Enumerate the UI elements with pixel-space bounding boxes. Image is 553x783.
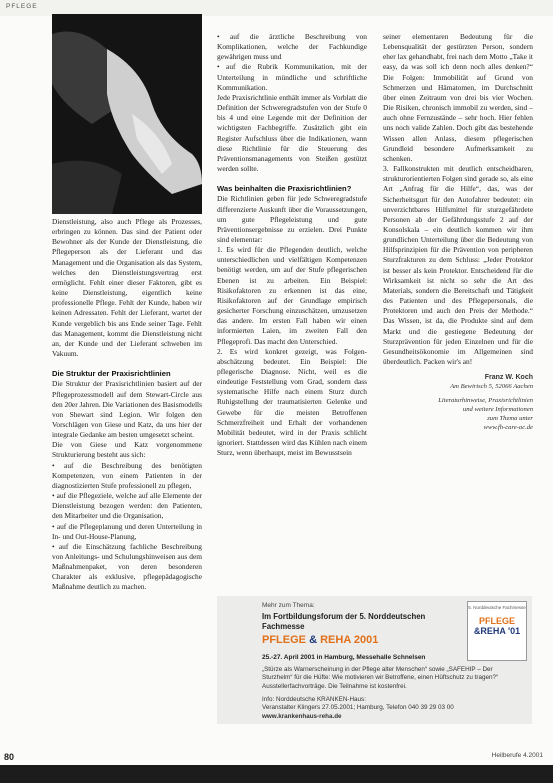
paragraph: Dienstleistung, also auch Pflege als Prozesses, erbringen zu können. Das sind der Patient oder Bewohner als der Kunde der Dienstleistung, die Pflegeperson als der Lieferant und das Management und die Organisation als das System, welches den Dienstleistungsvertrag erst ermöglicht. Fehlt einer dieser Faktoren, gibt es keine Dienstleistung, eigentlich keine professionelle Pflege. Fehlt der Kunde, haben wir keinen Adressaten. Fehlt der Lieferant, wartet der Kunde vergeblich bis ans Ende seiner Tage. Fehlt das Management, kommt die Dienstleistung nicht an, der Kunde und der Lieferant schweben im Vakuum.	[52, 217, 202, 359]
ad-date: 25.-27. April 2001 in Hamburg, Messehalle Schnelsen	[262, 654, 426, 661]
author-signature	[383, 373, 533, 432]
list-item: • auf die Pflegeplanung und deren Unterteilung in In- und Out-House-Planung,	[52, 521, 202, 541]
page-number: 80	[4, 752, 15, 762]
ad-teaser: „Stürze als Warnerscheinung in der Pflege alter Menschen“ sowie „SAFEHIP – Der Sturzhelm“ für die Hüfte: Wie motivieren wir Betroffene, einen Hüftschutz zu tragen?“ Ausstellerfachvorträge. Die Teilnahme ist kostenfrei.	[262, 666, 499, 690]
column-middle	[217, 32, 367, 458]
section-heading: Die Struktur der Praxisrichtlinien	[52, 369, 171, 379]
column-right	[383, 32, 533, 432]
list-item: • auf die Beschreibung des benötigten Kompetenzen, von einem Patienten in der diagnostizierten Stufe professionell zu pflegen,	[52, 460, 202, 490]
ad-kicker: Mehr zum Thema:	[262, 602, 315, 609]
ad-url[interactable]: www.krankenhaus-reha.de	[262, 712, 342, 720]
author-address: Am Bewirtsch 5, 52066 Aachen	[450, 383, 533, 391]
fair-logo	[467, 601, 527, 661]
logo-word-pflege: PFLEGE	[478, 616, 515, 626]
column-left	[52, 217, 202, 593]
paragraph: 1. Es wird für die Pflegenden deutlich, welche unterschiedlichen und vielfältigen Kompetenzen benötigt werden, um auf der Stufe pflegerischen Ebenen ist zu arbeiten. Ein Beispiel: Risikofaktoren zu erkennen ist das eine, Risikofaktoren auf der Grundlage empirisch gesicherter Forschung einzuschätzen, umzusetzen das andere. Im ersten Fall haben wir einen informierten Laien, im zweiten Fall den Pflegeprofi. Das macht den Unterschied.	[217, 245, 367, 346]
event-word-pflege: PFLEGE	[262, 634, 307, 646]
bottom-stripe	[0, 765, 553, 783]
paragraph: Die von Giese und Katz vorgenommene Strukturierung besteht aus sich:	[52, 440, 202, 460]
article-photo	[52, 14, 202, 214]
event-advertisement	[217, 596, 532, 724]
paragraph: Die Richtlinien geben für jede Schweregradstufe differenzierte Auskunft über die Voraussetzungen, um gute Pflegeleistung und gute Präventionsergebnisse zu erzielen. Drei Punkte sind elementar:	[217, 194, 367, 244]
literature-note: zum Thema unter	[487, 415, 533, 423]
paragraph: seiner elementaren Bedeutung für die Lebensqualität der gestürzten Person, sondern eher lax gehandhabt, frei nach dem Motto „Take it easy, da was soll ich denn noch alles denken?“ Die Folgen: Immobilität auf Grund von Schmerzen und Hämatomen, im Durchschnitt über einen Zeitraum von drei bis vier Wochen. Die Risiken, chronisch immobil zu werden, sind – auch ohne Fernzustände – sehr hoch. Hier fehlen uns noch valide Zahlen. Doch gibt das bestehende Wissen allen Anlass, diesem pflegerischen Grundleid besondere Aufmerksamkeit zu schenken.	[383, 32, 533, 163]
list-item: • auf die ärztliche Beschreibung von Komplikationen, welche der Fachkundige gewährigen muss und	[217, 32, 367, 62]
ad-title: Im Fortbildungsforum der 5. Norddeutschen Fachmesse	[262, 612, 426, 631]
logo-word-reha: &REHA '01	[473, 626, 521, 636]
author-name: Franz W. Koch	[484, 374, 533, 382]
paragraph: 3. Fallkonstrukten mit deutlich entscheidbaren, strukturorientierten Folgen sind gerade so, als eine Art „Anfrag für die Hilfe“, das, was der Sicherheitsgurt für den Autofahrer bedeutet: ein unverzichtbares Hilfsmittel für sturzgefährdete Personen ab der Gefährdungsstufe 2 auf der Konsolskala – ein deutlich kommen wir ihm grundlichen Unterteilung über die Bedeutung von Hilfsprinzipien für die Prävention von peripheren Sturzfrakturen zu dem Schluss: „Jeder Protektor ist besser als kein Protektor. Entscheidend für die Wirksamkeit ist nicht so sehr die Art des Materials, sondern die Bereitschaft und Tätigkeit des Patienten und des Pflegepersonals, die Protektoren und auch den Preis der Methode.“ Das Wissen, ist da, die Produkte sind auf dem Markt und die gestiegene Bedeutung der Sturzprävention für jeden Einzelnen und für die Gesundheitsökonomie im Allgemeinen sind überdeutlich. Packen wir's an!	[383, 164, 533, 366]
photo-illustration	[52, 14, 202, 214]
event-word-reha: REHA 2001	[320, 634, 379, 646]
ad-event-name	[262, 634, 378, 646]
ad-info-line: Info: Norddeutsche KRANKEN-Haus:	[262, 696, 366, 703]
list-item: • auf die Einschätzung fachliche Beschreibung von Anleitungs- und Schulungshinweisen aus dem Maßnahmenpaket, von deren besonderen Charakter als exklusive, pflegepädagogische Maßnahme deutlich zu machen.	[52, 541, 202, 592]
literature-note: Literaturhinweise, Praxisrichtlinien	[438, 397, 533, 405]
author-url[interactable]: www.fh-care-ac.de	[483, 424, 533, 432]
paragraph: 2. Es wird konkret gezeigt, was Folgen-abschätzung bedeutet. Ein Beispiel: Die pflegerische Diagnose. Nicht, weil es die eindeutige Feststellung vom Grad, sondern dass systematische Hilfe nach einem Sturz durch Ruhigstellung der traumatisierten Gelenke und Gewebe für die meisten Betroffenen Schmerzfreiheit und Erhalt der vorhandenen Mobilität bedeutet, wird in der Praxis schlicht ignoriert. Stattdessen wird das Kühlen nach einem Sturz, wenn überhaupt, meist im Bewusstsein	[217, 346, 367, 458]
event-ampersand: &	[309, 634, 318, 646]
ad-info-line: Veranstalter Klingers 27.05.2001; Hamburg, Telefon 040 39 29 03 00	[262, 704, 454, 712]
paragraph: Jede Praxisrichtlinie enthält immer als Vorblatt die Definition der Schweregradstufen von der Stufe 0 bis 4 und eine Legende mit der Definition der wichtigsten Fachbegriffe. Zusätzlich gibt ein Register Aufschluss über die Indikationen, wann diese Richtlinie für die Steuerung des Präventionsmanagements von Steißen gestützt werden sollte.	[217, 92, 367, 174]
logo-caption: 5. Norddeutsche Fachmesse	[468, 605, 526, 610]
ad-info	[262, 696, 524, 721]
paragraph: Die Struktur der Praxisrichtlinien basiert auf der Pflegeprozessmodell auf dem Stewart-Circle aus den 20er Jahren. Die Variationen des Basismodells von Shewart sind Legion. Wir folgen den Vorschlägen von Giese und Katz, da uns hier der integrale Gedanke am besten umgesetzt scheint.	[52, 379, 202, 440]
literature-note: und weitere Informationen	[462, 406, 533, 414]
journal-issue: Heilberufe 4.2001	[491, 752, 543, 759]
list-item: • auf die Rubrik Kommunikation, mit der Unterteilung in mündliche und schriftliche Kommunikation.	[217, 62, 367, 92]
section-tag: PFLEGE	[6, 3, 38, 10]
section-heading: Was beinhalten die Praxisrichtlinien?	[217, 184, 352, 194]
list-item: • auf die Pflegeziele, welche auf alle Elemente der Dienstleistung bezogen werden: den Patienten, den Mitarbeiter und die Organisation,	[52, 491, 202, 521]
